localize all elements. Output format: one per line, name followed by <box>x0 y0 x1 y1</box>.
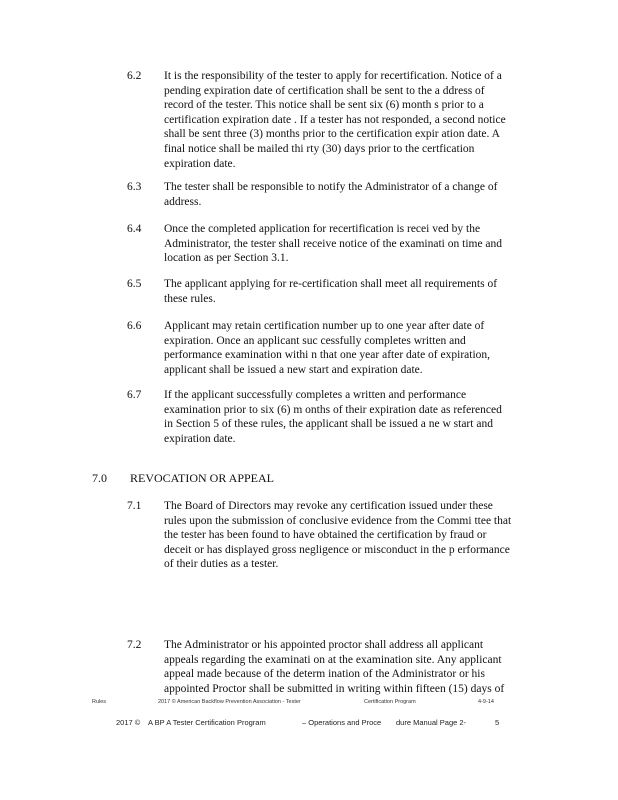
text-line: in Section 5 of these rules, the applicant shall be issued a ne w start and <box>164 418 493 431</box>
paragraph-text <box>164 180 534 209</box>
footer-date: 4-9-14 <box>478 699 494 705</box>
text-line: rules upon the submission of conclusive evidence from the Commi ttee that <box>164 514 512 527</box>
paragraph-number: 6.4 <box>127 223 142 235</box>
text-line: Applicant may retain certification number up to one year after date of <box>164 320 485 332</box>
text-line: examination prior to six (6) m onths of their expiration date as referenced <box>164 403 502 416</box>
footer-program-title: A BP A Tester Certification Program <box>148 718 266 727</box>
paragraph-number: 6.6 <box>127 320 142 332</box>
paragraph-text <box>164 277 534 306</box>
text-line: The applicant applying for re-certification shall meet all requirements of <box>164 278 498 290</box>
footer-program: Certification Program <box>364 699 416 705</box>
text-line: The Board of Directors may revoke any certification issued under these <box>164 500 493 512</box>
text-line: address. <box>164 195 202 208</box>
text-line: final notice shall be mailed thi rty (30) days prior to the certfication <box>164 142 475 155</box>
footer-manual-part1: – Operations and Proce <box>302 718 382 727</box>
section-number: 7.0 <box>92 471 107 485</box>
text-line: these rules. <box>164 292 216 305</box>
paragraph-number: 6.7 <box>127 389 142 401</box>
paragraph-text <box>164 499 534 572</box>
footer-page-number: 5 <box>495 718 500 727</box>
paragraph-text <box>164 319 534 377</box>
paragraph-text <box>164 388 534 446</box>
text-line: Once the completed application for recertification is recei ved by the <box>164 223 481 235</box>
section-title: REVOCATION OR APPEAL <box>130 471 275 485</box>
text-line: performance examination withi n that one year after date of expiration, <box>164 349 491 362</box>
text-line: shall be sent three (3) months prior to the certification expir ation date. A <box>164 128 500 141</box>
paragraph-number: 7.1 <box>127 500 142 512</box>
footer-main-line <box>0 718 618 730</box>
text-line: expiration. Once an applicant suc cessfully completes written and <box>164 334 466 347</box>
text-line: applicant shall be issued a new start and expiration date. <box>164 363 423 376</box>
text-line: If the applicant successfully completes a written and performance <box>164 389 467 401</box>
footer-label: Rules <box>92 699 107 705</box>
section-heading-7 <box>0 471 618 487</box>
text-line: deceit or has displayed gross negligence or misconduct in the p erformance <box>164 543 510 556</box>
text-line: expiration date. <box>164 157 236 170</box>
text-line: appointed Proctor shall be submitted in writing within fifteen (15) days of <box>164 682 505 695</box>
paragraph-number: 7.2 <box>127 639 142 651</box>
paragraph-number: 6.2 <box>127 70 142 82</box>
paragraph-number: 6.3 <box>127 181 142 193</box>
text-line: appeals regarding the examinati on at the examination site. Any applicant <box>164 653 502 666</box>
text-line: appeal made because of the determ ination of the Administrator or his <box>164 668 485 681</box>
paragraph-text <box>164 638 534 696</box>
text-line: of their duties as a tester. <box>164 558 279 571</box>
text-line: record of the tester. This notice shall be sent six (6) month s prior to a <box>164 99 484 112</box>
paragraph-number: 6.5 <box>127 278 142 290</box>
text-line: It is the responsibility of the tester to apply for recertification. Notice of a <box>164 70 502 82</box>
text-line: certification expiration date . If a tester has not responded, a second notice <box>164 113 506 126</box>
footer-copyright: 2017 © American Backflow Prevention Association - Tester <box>158 699 301 705</box>
paragraph-text <box>164 222 534 266</box>
footer-year: 2017 © <box>116 718 141 727</box>
text-line: The tester shall be responsible to notify the Administrator of a change of <box>164 181 498 193</box>
text-line: The Administrator or his appointed proctor shall address all applicant <box>164 639 484 651</box>
text-line: expiration date. <box>164 432 236 445</box>
paragraph-text <box>164 69 534 171</box>
text-line: location as per Section 3.1. <box>164 252 289 265</box>
text-line: pending expiration date of certification shall be sent to the a ddress of <box>164 84 485 97</box>
footer-small-line <box>0 699 618 709</box>
text-line: the tester has been found to have obtained the certification by fraud or <box>164 529 487 542</box>
text-line: Administrator, the tester shall receive notice of the examinati on time and <box>164 237 503 250</box>
footer-manual-part2: dure Manual Page 2- <box>396 718 467 727</box>
